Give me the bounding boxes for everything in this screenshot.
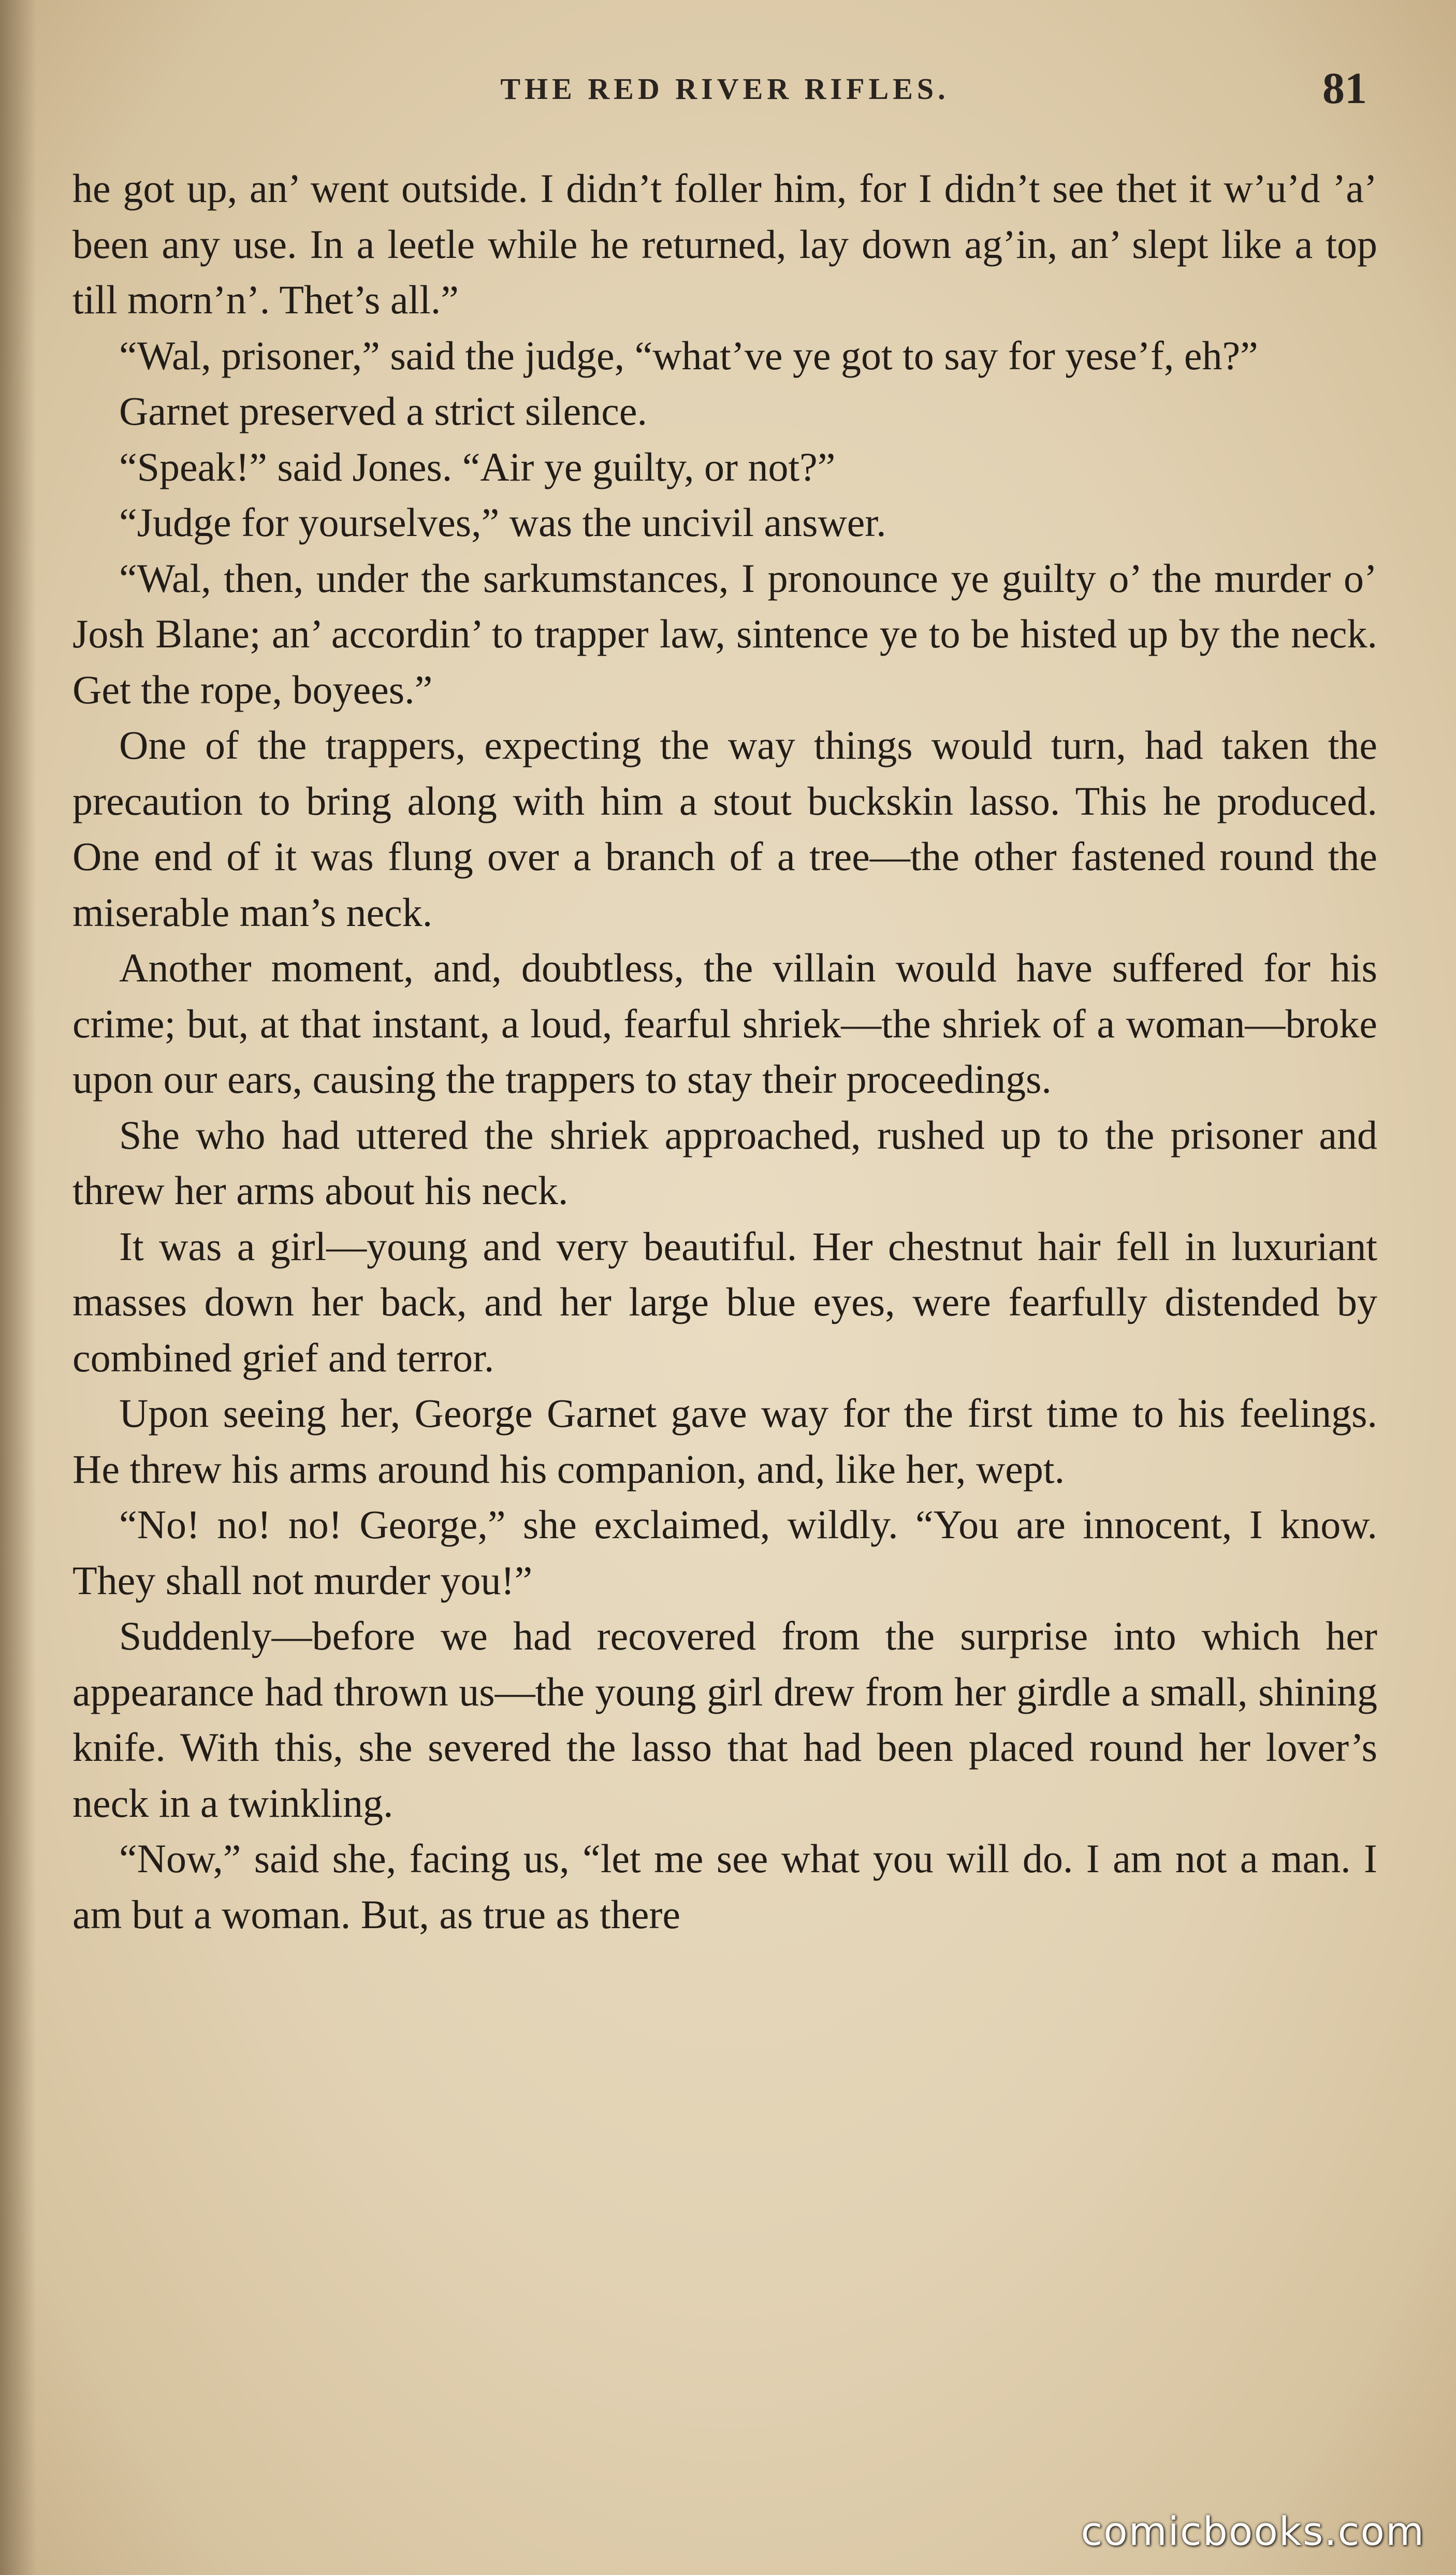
paragraph: One of the trappers, expecting the way things would turn, had taken the precaution to bring along with him a stout buckskin lasso. This he produced. One end of it was flung over a branch of a tree—the other fastened round the miserable man’s neck. xyxy=(72,722,1377,935)
paragraph: “Judge for yourselves,” was the uncivil answer. xyxy=(119,500,886,545)
paragraph: “Wal, prisoner,” said the judge, “what’ve ye got to say for yese’f, eh?” xyxy=(119,332,1258,378)
paragraph: She who had uttered the shriek approached, rushed up to the prisoner and threw her arms about his neck. xyxy=(72,1112,1377,1213)
paragraph: Garnet preserved a strict silence. xyxy=(119,388,648,433)
body-text xyxy=(72,161,1377,1942)
paragraph: Another moment, and, doubtless, the villain would have suffered for his crime; but, at that instant, a loud, fearful shriek—the shriek of a woman—broke upon our ears, causing the trappers to stay their proceedings. xyxy=(72,945,1377,1102)
page-header xyxy=(72,62,1377,119)
running-title: THE RED RIVER RIFLES. xyxy=(500,72,950,106)
paragraph: “Speak!” said Jones. “Air ye guilty, or not?” xyxy=(119,444,836,489)
paragraph: “Now,” said she, facing us, “let me see what you will do. I am not a man. I am but a woman. But, as true as there xyxy=(72,1836,1377,1937)
paragraph: Upon seeing her, George Garnet gave way for the first time to his feelings. He threw his arms around his companion, and, like her, wept. xyxy=(72,1391,1377,1492)
paragraph: It was a girl—young and very beautiful. Her chestnut hair fell in luxuriant masses down her back, and her large blue eyes, were fearfully distended by combined grief and terror. xyxy=(72,1223,1377,1380)
paragraph: Suddenly—before we had recovered from the surprise into which her appearance had thrown us—the young girl drew from her girdle a small, shining knife. With this, she severed the lasso that had been placed round her lover’s neck in a twinkling. xyxy=(72,1613,1377,1826)
watermark: comicbooks.com xyxy=(1081,2508,1425,2554)
paragraph: he got up, an’ went outside. I didn’t foller him, for I didn’t see thet it w’u’d ’a’ been any use. In a leetle while he returned, lay down ag’in, an’ slept like a top till morn’n’. Thet’s all.” xyxy=(72,166,1377,322)
paragraph: “No! no! no! George,” she exclaimed, wildly. “You are innocent, I know. They shall not murder you!” xyxy=(72,1502,1377,1603)
paragraph: “Wal, then, under the sarkumstances, I pronounce ye guilty o’ the murder o’ Josh Blane; an’ accordin’ to trapper law, sintence ye to be histed up by the neck. Get the rope, boyees.” xyxy=(72,555,1377,712)
page-number: 81 xyxy=(1322,63,1367,113)
